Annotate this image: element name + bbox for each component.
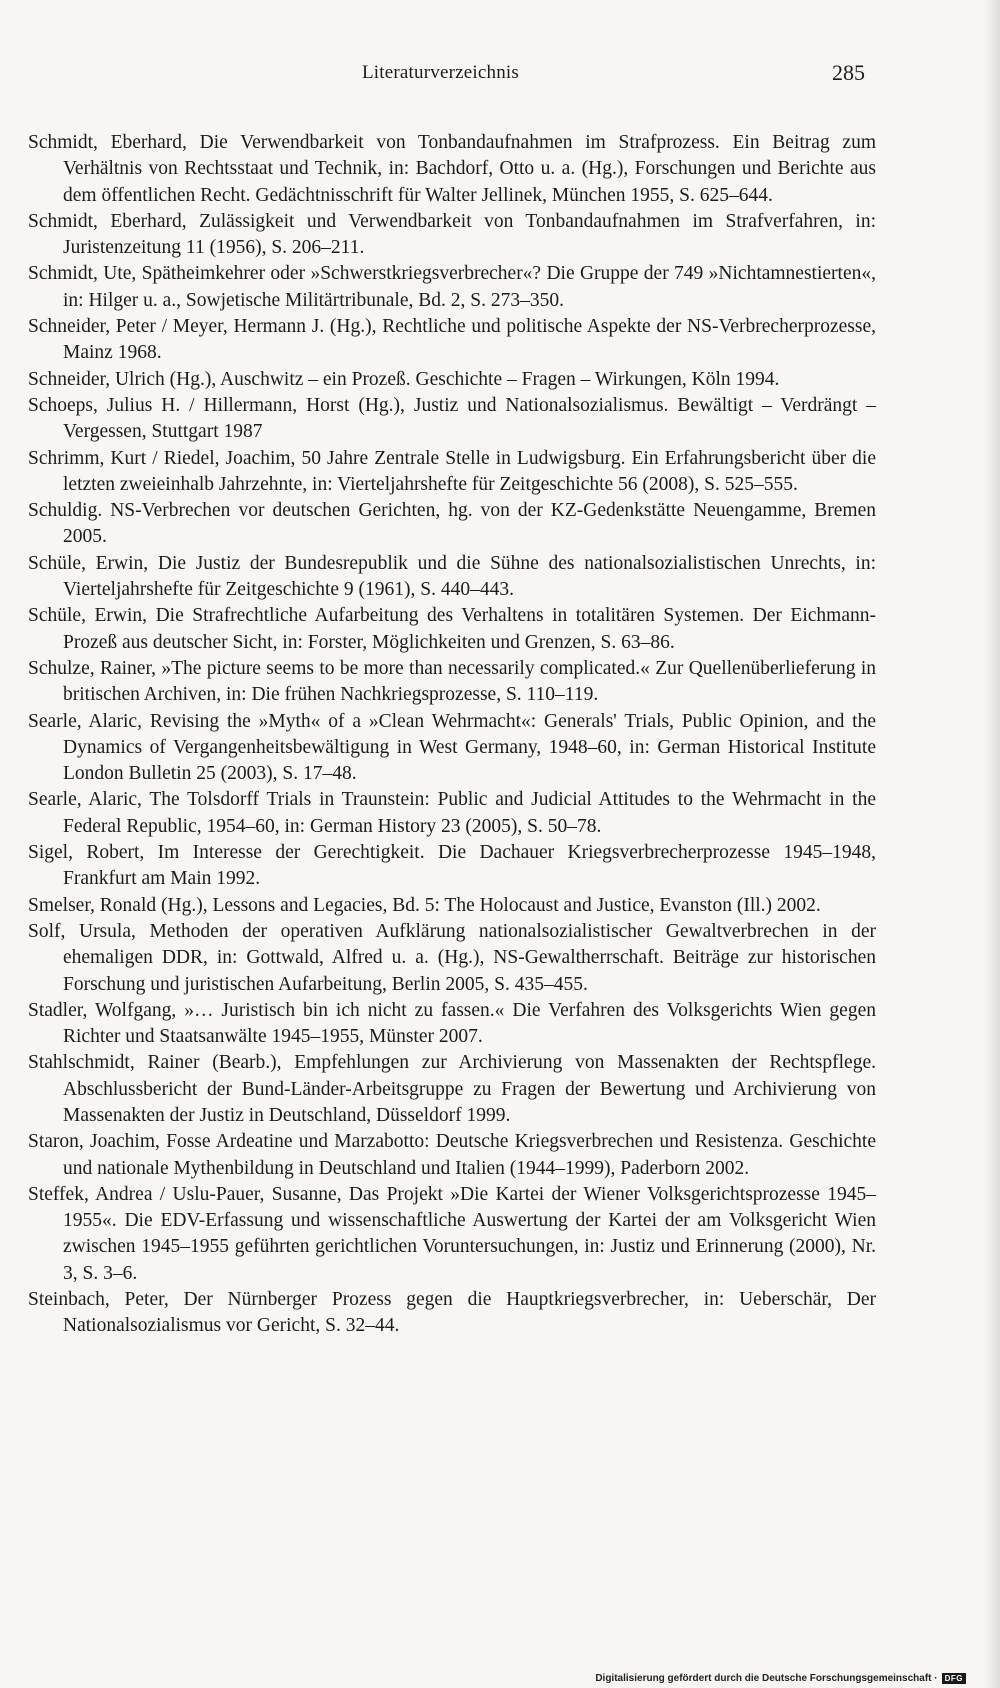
page-edge-shadow [984,0,1000,1688]
bibliography-list [28,130,876,1340]
bibliography-entry: Staron, Joachim, Fosse Ardeatine und Marzabotto: Deutsche Kriegsverbrechen und Resistenza. Geschichte und nationale Mythenbildung in Deutschland und Italien (1944–1999), Paderborn 2002. [28,1131,876,1179]
dfg-logo-icon: DFG [942,1673,966,1684]
bibliography-entry: Solf, Ursula, Methoden der operativen Aufklärung nationalsozialistischer Gewaltverbrechen in der ehemaligen DDR, in: Gottwald, Alfred u. a. (Hg.), NS-Gewaltherrschaft. Beiträge zur historischen Forschung und juristischen Aufarbeitung, Berlin 2005, S. 435–455. [28,920,876,995]
credit-text: Digitalisierung gefördert durch die Deutsche Forschungsgemeinschaft · [595,1673,938,1684]
bibliography-entry: Schüle, Erwin, Die Justiz der Bundesrepublik und die Sühne des nationalsozialistischen Unrechts, in: Vierteljahrshefte für Zeitgeschichte 9 (1961), S. 440–443. [28,552,876,601]
bibliography-entry: Steinbach, Peter, Der Nürnberger Prozess gegen die Hauptkriegsverbrecher, in: Ueberschär, Der Nationalsozialismus vor Gericht, S. 32–44. [28,1289,876,1337]
bibliography-entry: Stadler, Wolfgang, »… Juristisch bin ich nicht zu fassen.« Die Verfahren des Volksgerichts Wien gegen Richter und Staatsanwälte 1945–1955, Münster 2007. [28,999,876,1048]
bibliography-entry: Schmidt, Ute, Spätheimkehrer oder »Schwerstkriegsverbrecher«? Die Gruppe der 749 »Nichtamnestierten«, in: Hilger u. a., Sowjetische Militärtribunale, Bd. 2, S. 273–350. [28,263,876,311]
bibliography-entry: Schrimm, Kurt / Riedel, Joachim, 50 Jahre Zentrale Stelle in Ludwigsburg. Ein Erfahrungsbericht über die letzten zweieinhalb Jahrzehnte, in: Vierteljahrshefte für Zeitgeschichte 56 (2008), S. 525–555. [28,447,876,495]
bibliography-entry: Steffek, Andrea / Uslu-Pauer, Susanne, Das Projekt »Die Kartei der Wiener Volksgerichtsprozesse 1945–1955«. Die EDV-Erfassung und wissenschaftliche Auswertung der Kartei der am Volksgericht Wien zwischen 1945–1955 geführten gerichtlichen Voruntersuchungen, in: Justiz und Erinnerung (2000), Nr. 3, S. 3–6. [28,1183,876,1284]
bibliography-entry: Smelser, Ronald (Hg.), Lessons and Legacies, Bd. 5: The Holocaust and Justice, Evanston (Ill.) 2002. [28,894,821,916]
bibliography-entry: Schoeps, Julius H. / Hillermann, Horst (Hg.), Justiz und Nationalsozialismus. Bewältigt – Verdrängt – Vergessen, Stuttgart 1987 [28,394,876,443]
bibliography-entry: Schüle, Erwin, Die Strafrechtliche Aufarbeitung des Verhaltens in totalitären Systemen. Der Eichmann-Prozeß aus deutscher Sicht, in: Forster, Möglichkeiten und Grenzen, S. 63–86. [28,605,876,653]
bibliography-entry: Schmidt, Eberhard, Zulässigkeit und Verwendbarkeit von Tonbandaufnahmen im Strafverfahren, in: Juristenzeitung 11 (1956), S. 206–211. [28,210,876,259]
bibliography-entry: Schulze, Rainer, »The picture seems to be more than necessarily complicated.« Zur Quellenüberlieferung in britischen Archiven, in: Die frühen Nachkriegsprozesse, S. 110–119. [28,657,876,706]
running-head: Literaturverzeichnis [362,62,519,83]
bibliography-entry: Searle, Alaric, Revising the »Myth« of a »Clean Wehrmacht«: Generals' Trials, Public Opinion, and the Dynamics of Vergangenheitsbewältigung in West Germany, 1948–60, in: German Historical Institute London Bulletin 25 (2003), S. 17–48. [28,710,876,785]
bibliography-entry: Stahlschmidt, Rainer (Bearb.), Empfehlungen zur Archivierung von Massenakten der Rechtspflege. Abschlussbericht der Bund-Länder-Arbeitsgruppe zu Fragen der Bewertung und Archivierung von Massenakten der Justiz in Deutschland, Düsseldorf 1999. [28,1052,876,1126]
bibliography-entry: Schuldig. NS-Verbrechen vor deutschen Gerichten, hg. von der KZ-Gedenkstätte Neuengamme, Bremen 2005. [28,500,876,548]
bibliography-entry: Schneider, Ulrich (Hg.), Auschwitz – ein Prozeß. Geschichte – Fragen – Wirkungen, Köln 1994. [28,368,780,390]
bibliography-entry: Schmidt, Eberhard, Die Verwendbarkeit von Tonbandaufnahmen im Strafprozess. Ein Beitrag zum Verhältnis von Rechtsstaat und Technik, in: Bachdorf, Otto u. a. (Hg.), Forschungen und Berichte aus dem öffentlichen Recht. Gedächtnisschrift für Walter Jellinek, München 1955, S. 625–644. [28,132,876,206]
bibliography-entry: Searle, Alaric, The Tolsdorff Trials in Traunstein: Public and Judicial Attitudes to the Wehrmacht in the Federal Republic, 1954–60, in: German History 23 (2005), S. 50–78. [28,789,876,837]
bibliography-entry: Schneider, Peter / Meyer, Hermann J. (Hg.), Rechtliche und politische Aspekte der NS-Verbrecherprozesse, Mainz 1968. [28,316,876,364]
page-number: 285 [832,60,865,85]
digitization-credit [595,1673,966,1684]
bibliography-entry: Sigel, Robert, Im Interesse der Gerechtigkeit. Die Dachauer Kriegsverbrecherprozesse 1945–1948, Frankfurt am Main 1992. [28,842,876,890]
